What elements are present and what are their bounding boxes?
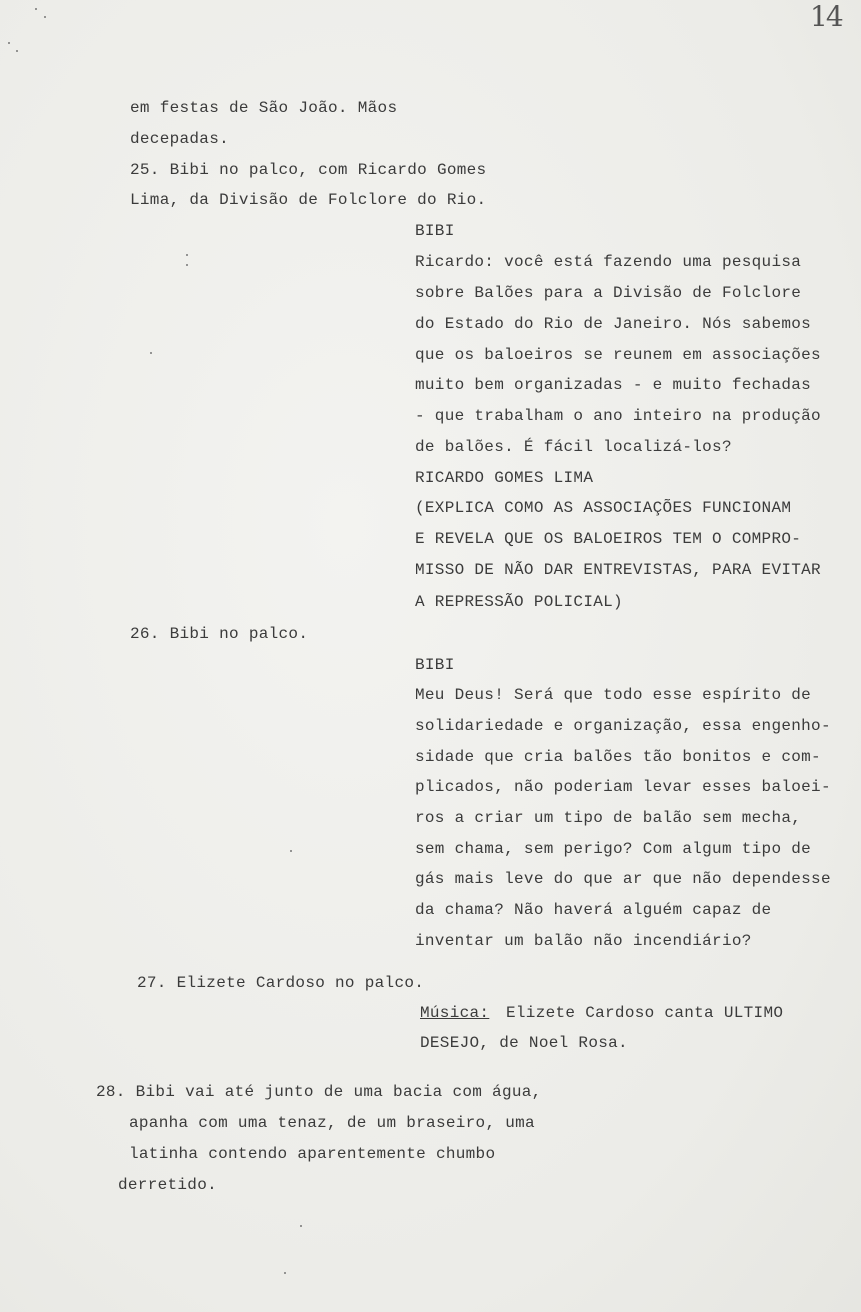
paper-speck <box>35 8 37 10</box>
text-line: latinha contendo aparentemente chumbo <box>129 1145 496 1163</box>
dialogue-line: plicados, não poderiam levar esses baloei- <box>415 778 831 796</box>
dialogue-line: sem chama, sem perigo? Com algum tipo de <box>415 840 812 858</box>
dialogue-line: gás mais leve do que ar que não dependesse <box>415 870 831 888</box>
paper-speck <box>284 1272 286 1274</box>
scene-heading-25: 25. Bibi no palco, com Ricardo Gomes <box>130 161 487 179</box>
dialogue-line: Meu Deus! Será que todo esse espírito de <box>415 686 812 704</box>
paper-speck <box>300 1225 302 1227</box>
text-line: apanha com uma tenaz, de um braseiro, uma <box>129 1114 535 1132</box>
speaker-name: BIBI <box>415 222 455 240</box>
dialogue-line: muito bem organizadas - e muito fechadas <box>415 376 812 394</box>
dialogue-line: - que trabalham o ano inteiro na produção <box>415 407 821 425</box>
text-line: Lima, da Divisão de Folclore do Rio. <box>130 191 487 209</box>
paper-speck <box>44 16 46 18</box>
paper-speck <box>290 850 292 852</box>
speaker-name: BIBI <box>415 656 455 674</box>
music-description: Elizete Cardoso canta ULTIMO <box>506 1004 784 1022</box>
paper-speck <box>186 264 188 266</box>
scene-heading-28: 28. Bibi vai até junto de uma bacia com água, <box>96 1083 542 1101</box>
text-line: em festas de São João. Mãos <box>130 99 398 117</box>
stage-direction: MISSO DE NÃO DAR ENTREVISTAS, PARA EVITAR <box>415 561 821 579</box>
paper-speck <box>8 42 10 44</box>
paper-speck <box>16 50 18 52</box>
dialogue-line: que os baloeiros se reunem em associações <box>415 346 821 364</box>
paper-speck <box>150 352 152 354</box>
dialogue-line: de balões. É fácil localizá-los? <box>415 438 732 456</box>
dialogue-line: Ricardo: você está fazendo uma pesquisa <box>415 253 802 271</box>
dialogue-line: ros a criar um tipo de balão sem mecha, <box>415 809 802 827</box>
music-label: Música: <box>420 1004 490 1022</box>
page-number: 14 <box>810 0 842 33</box>
paper-speck <box>186 254 188 256</box>
dialogue-line: do Estado do Rio de Janeiro. Nós sabemos <box>415 315 812 333</box>
stage-direction: E REVELA QUE OS BALOEIROS TEM O COMPRO- <box>415 530 802 548</box>
dialogue-line: solidariedade e organização, essa engenho- <box>415 717 831 735</box>
scene-heading-26: 26. Bibi no palco. <box>130 625 309 643</box>
music-description: DESEJO, de Noel Rosa. <box>420 1034 628 1052</box>
stage-direction: A REPRESSÃO POLICIAL) <box>415 593 623 611</box>
text-line: derretido. <box>118 1176 218 1194</box>
dialogue-line: sobre Balões para a Divisão de Folclore <box>415 284 802 302</box>
text-line: decepadas. <box>130 130 230 148</box>
dialogue-line: inventar um balão não incendiário? <box>415 932 752 950</box>
scene-heading-27: 27. Elizete Cardoso no palco. <box>137 974 425 992</box>
stage-direction: (EXPLICA COMO AS ASSOCIAÇÕES FUNCIONAM <box>415 499 792 517</box>
speaker-name: RICARDO GOMES LIMA <box>415 469 594 487</box>
dialogue-line: sidade que cria balões tão bonitos e com- <box>415 748 821 766</box>
dialogue-line: da chama? Não haverá alguém capaz de <box>415 901 772 919</box>
